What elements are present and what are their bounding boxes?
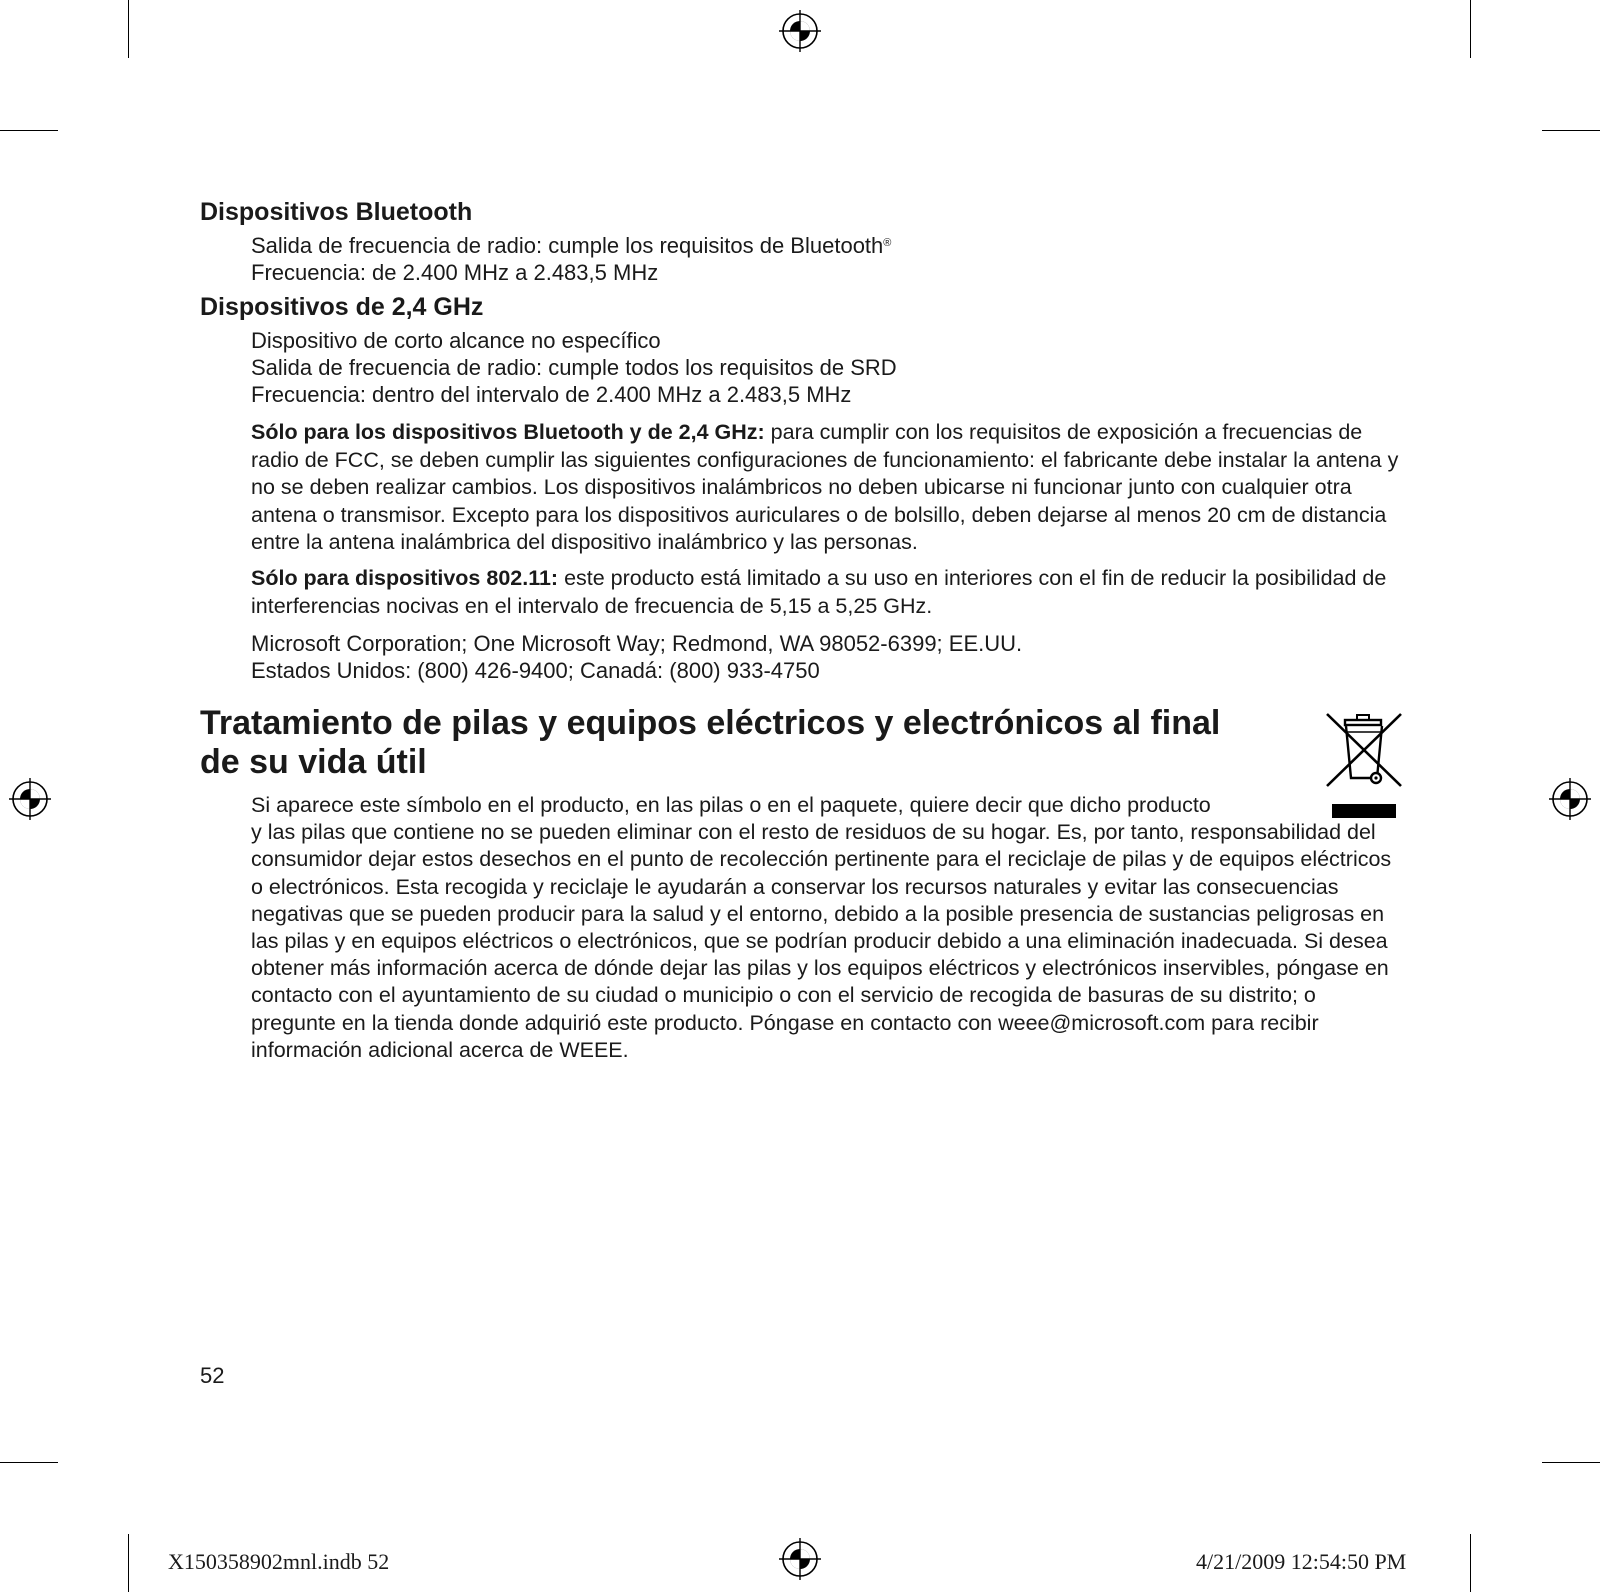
phone-line: Estados Unidos: (800) 426-9400; Canadá: (800) 933-4750	[251, 658, 820, 683]
registered-mark: ®	[883, 237, 892, 249]
ghz24-heading: Dispositivos de 2,4 GHz	[200, 293, 484, 321]
bluetooth-output-line: Salida de frecuencia de radio: cumple los requisitos de Bluetooth®	[251, 233, 892, 258]
weee-first-line: Si aparece este símbolo en el producto, en las pilas o en el paquete, quiere decir que dicho producto	[251, 793, 1211, 817]
slug-file-name: X150358902mnl.indb 52	[168, 1549, 390, 1574]
registration-mark-icon	[777, 8, 823, 54]
crop-mark	[0, 130, 58, 131]
crop-mark	[128, 1534, 129, 1592]
ghz24-output-line: Salida de frecuencia de radio: cumple todos los requisitos de SRD	[251, 355, 897, 380]
registration-mark-icon	[1547, 776, 1593, 822]
page-number: 52	[200, 1363, 225, 1388]
crop-mark	[1542, 1462, 1600, 1463]
crop-mark	[1470, 0, 1471, 58]
bluetooth-heading: Dispositivos Bluetooth	[200, 198, 473, 226]
weee-body-text: y las pilas que contiene no se pueden eliminar con el resto de residuos de su hogar. Es, por tanto, responsabilidad del consumidor dejar estos desechos en el punto de recolección pertinente para el reciclaje de pilas y de equipos eléctricos o electrónicos. Esta recogida y reciclaje le ayudarán a conservar los recursos naturales y evitar las consecuencias negativas que se pueden producir para la salud y el entorno, debido a la posible presencia de sustancias peligrosas en las pilas y en equipos eléctricos o electrónicos, que se podrían producir debido a una eliminación inadecuada. Si desea obtener más información acerca de dónde dejar las pilas y los equipos eléctricos y electrónicos inservibles, póngase en contacto con el ayuntamiento de su ciudad o municipio o con el servicio de recogida de basuras de su distrito; o pregunte en la tienda donde adquirió este producto. Póngase en contacto con weee@microsoft.com para recibir información adicional acerca de WEEE.	[251, 820, 1392, 1062]
slug-timestamp: 4/21/2009 12:54:50 PM	[1196, 1549, 1407, 1574]
wifi-note-lead: Sólo para dispositivos 802.11:	[251, 566, 559, 590]
crop-mark	[128, 0, 129, 58]
crop-mark	[1470, 1534, 1471, 1592]
fcc-note-lead: Sólo para los dispositivos Bluetooth y de 2,4 GHz:	[251, 420, 765, 444]
crop-mark	[0, 1462, 58, 1463]
fcc-note-paragraph: Sólo para los dispositivos Bluetooth y de 2,4 GHz: para cumplir con los requisitos de exposición a frecuencias de radio de FCC, se deben cumplir las siguientes configuraciones de funcionamiento: el fabricante debe instalar la antena y no se deben realizar cambios. Los dispositivos inalámbricos no deben ubicarse ni funcionar junto con cualquier otra antena o transmisor. Excepto para los dispositivos auriculares o de bolsillo, deben dejarse al menos 20 cm de distancia entre la antena inalámbrica del dispositivo inalámbrico y las personas.	[251, 420, 1399, 554]
crop-mark	[1542, 130, 1600, 131]
weee-heading: Tratamiento de pilas y equipos eléctricos y electrónicos al final de su vida útil	[200, 704, 1221, 781]
address-line: Microsoft Corporation; One Microsoft Way; Redmond, WA 98052-6399; EE.UU.	[251, 631, 1023, 656]
weee-paragraph	[251, 792, 1401, 1064]
bluetooth-frequency-line: Frecuencia: de 2.400 MHz a 2.483,5 MHz	[251, 260, 659, 285]
wifi-note-paragraph: Sólo para dispositivos 802.11: este producto está limitado a su uso en interiores con el fin de reducir la posibilidad de interferencias nocivas en el intervalo de frecuencia de 5,15 a 5,25 GHz.	[251, 566, 1387, 618]
ghz24-device-line: Dispositivo de corto alcance no específico	[251, 328, 661, 353]
registration-mark-icon	[777, 1536, 823, 1582]
registration-mark-icon	[7, 776, 53, 822]
ghz24-frequency-line: Frecuencia: dentro del intervalo de 2.400 MHz a 2.483,5 MHz	[251, 382, 852, 407]
